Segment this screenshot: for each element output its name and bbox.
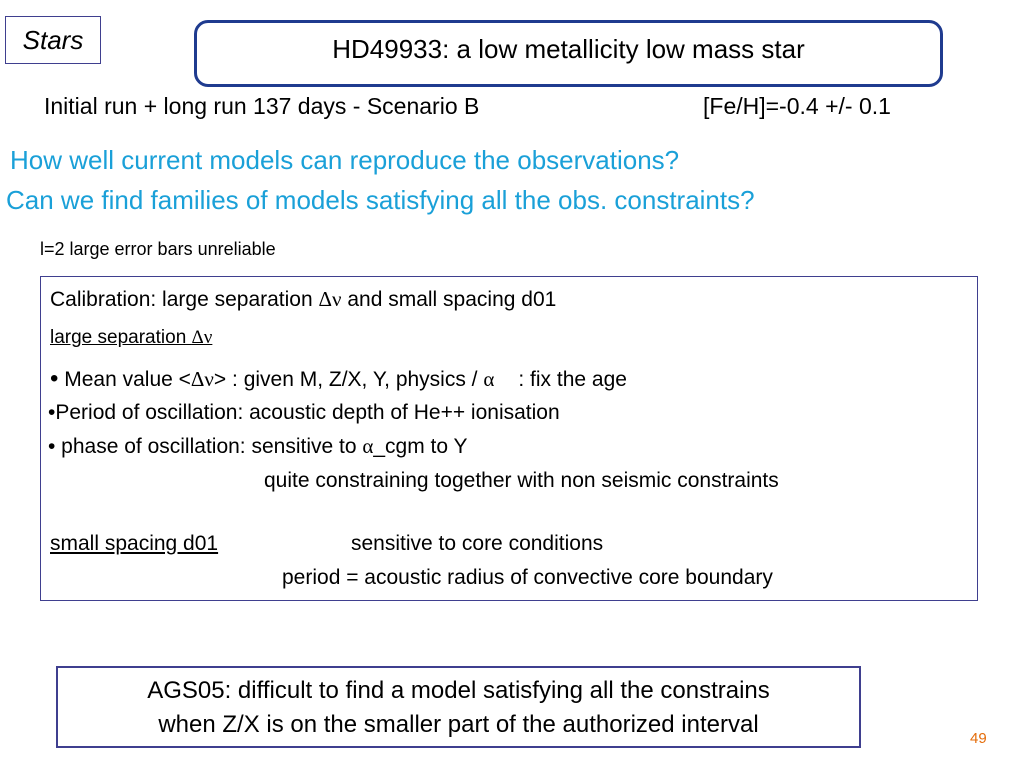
- ags05-note-box: [56, 666, 861, 748]
- metallicity-value: [Fe/H]=-0.4 +/- 0.1: [703, 93, 891, 119]
- calibration-box: [40, 276, 978, 601]
- large-separation-title: large separation Δν: [50, 327, 213, 348]
- bullet-period: •Period of oscillation: acoustic depth of He++ ionisation: [48, 401, 560, 424]
- page-number: 49: [970, 730, 987, 747]
- slide-title: HD49933: a low metallicity low mass star: [194, 20, 943, 87]
- ags05-note-line-2: when Z/X is on the smaller part of the authorized interval: [158, 711, 759, 738]
- calibration-heading: Calibration: large separation Δν and small spacing d01: [50, 287, 557, 311]
- note-l2: l=2 large error bars unreliable: [40, 239, 276, 259]
- small-spacing-text: sensitive to core conditions: [351, 532, 604, 555]
- bullet-mean-value: • Mean value <Δν> : given M, Z/X, Y, physics / α : fix the age: [50, 365, 627, 392]
- small-spacing-title: small spacing d01: [50, 532, 219, 555]
- question-1: How well current models can reproduce the observations?: [10, 145, 680, 175]
- bullet-phase: • phase of oscillation: sensitive to α_cgm to Y: [48, 434, 468, 458]
- period-text: period = acoustic radius of convective core boundary: [282, 566, 773, 589]
- section-label: Stars: [5, 16, 101, 64]
- question-2: Can we find families of models satisfying all the obs. constraints?: [6, 185, 755, 215]
- constraining-note: quite constraining together with non seismic constraints: [264, 469, 779, 492]
- delta-nu-symbol: Δν: [318, 287, 342, 311]
- ags05-note-line-1: AGS05: difficult to find a model satisfying all the constrains: [147, 677, 770, 704]
- run-info: Initial run + long run 137 days - Scenario B: [44, 93, 480, 119]
